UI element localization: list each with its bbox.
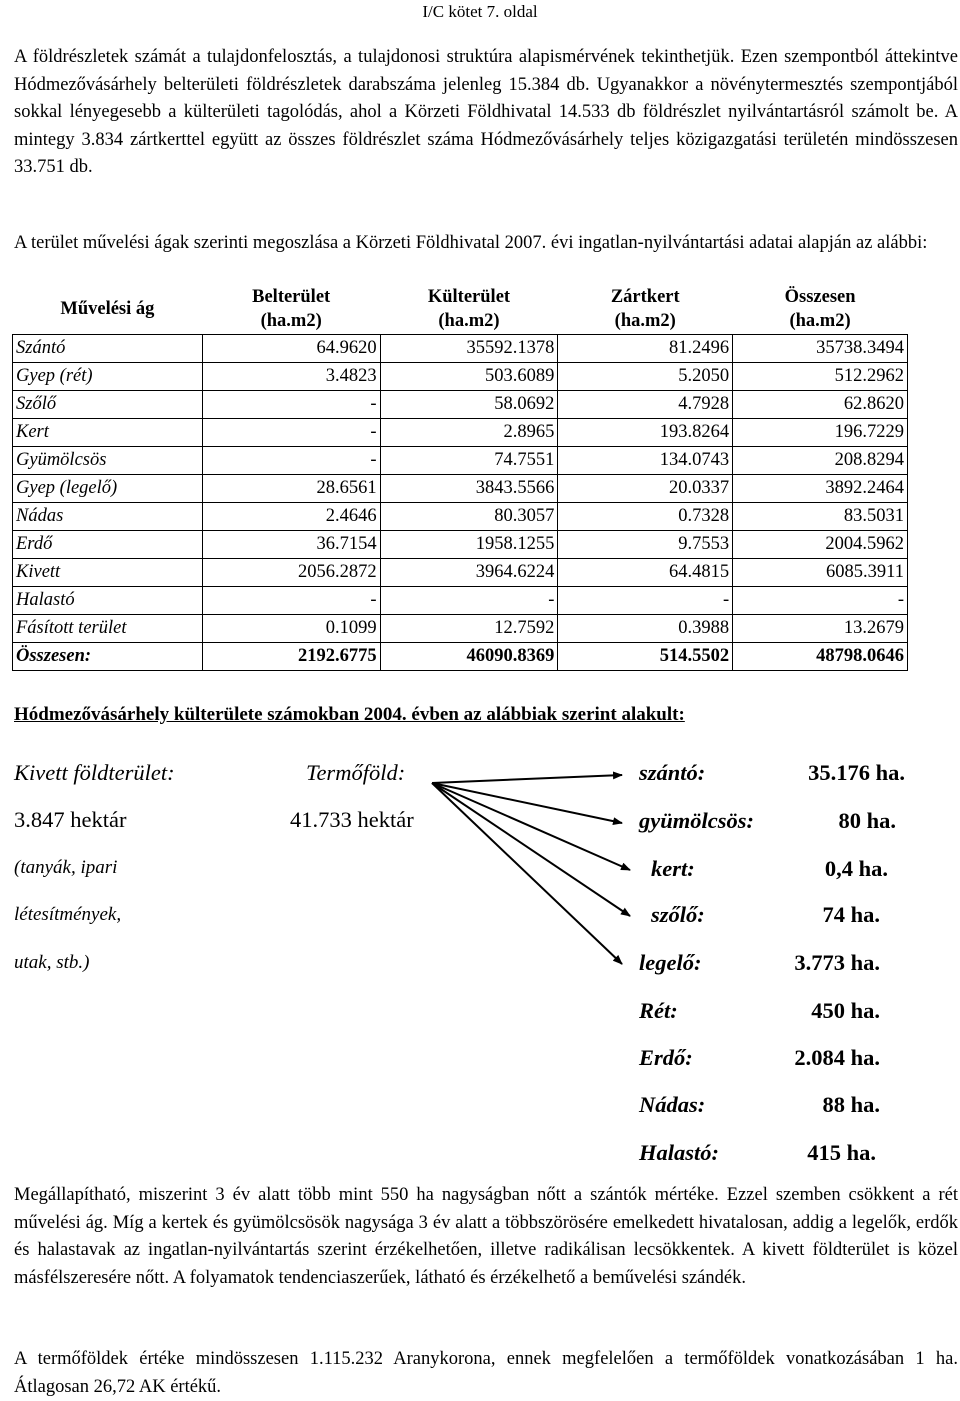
area-cell: 35738.3494 xyxy=(733,335,908,363)
area-cell: 35592.1378 xyxy=(380,335,558,363)
table-intro-paragraph: A terület művelési ágak szerinti megoszlása a Körzeti Földhivatal 2007. évi ingatlan-nyilvántartási adatai alapján az alábbi: xyxy=(14,233,928,253)
area-cell: 74.7551 xyxy=(380,447,558,475)
crop-value: 450 ha. xyxy=(811,998,880,1023)
area-cell: 3.4823 xyxy=(202,363,380,391)
header-cell: Művelési ág xyxy=(13,284,203,335)
area-cell: - xyxy=(202,419,380,447)
distribution-arrow xyxy=(432,775,622,783)
total-cell: 2192.6775 xyxy=(202,643,380,671)
crop-value: 80 ha. xyxy=(838,808,896,833)
total-cell: 514.5502 xyxy=(558,643,733,671)
section-subtitle: Hódmezővásárhely külterülete számokban 2004. évben az alábbiak szerint alakult: xyxy=(14,704,685,725)
area-cell: 3892.2464 xyxy=(733,475,908,503)
area-cell: - xyxy=(558,587,733,615)
crop-value: 0,4 ha. xyxy=(824,856,888,881)
crop-name: gyümölcsös: xyxy=(639,808,754,833)
value-paragraph: A termőföldek értéke mindösszesen 1.115.232 Aranykorona, ennek megfelelően a termőföldek vonatkozásában 1 ha. Átlagosan 26,72 AK értékű. xyxy=(14,1349,958,1397)
crop-value: 3.773 ha. xyxy=(794,950,880,975)
area-cell: 208.8294 xyxy=(733,447,908,475)
crop-value: 88 ha. xyxy=(822,1092,880,1117)
area-cell: 5.2050 xyxy=(558,363,733,391)
area-cell: 28.6561 xyxy=(202,475,380,503)
land-type-cell: Gyep (legelő) xyxy=(13,475,203,503)
area-cell: 80.3057 xyxy=(380,503,558,531)
crop-value: 2.084 ha. xyxy=(794,1045,880,1070)
area-cell: 3843.5566 xyxy=(380,475,558,503)
land-type-cell: Nádas xyxy=(13,503,203,531)
crop-name: Rét: xyxy=(639,998,678,1023)
area-cell: - xyxy=(202,587,380,615)
area-cell: 193.8264 xyxy=(558,419,733,447)
intro-paragraph: A földrészletek számát a tulajdonfelosztás, a tulajdonosi struktúra alapismérvének tekinthetjük. Ezen szempontból áttekintve Hódmezővásárhely belterületi földrészletek darabszáma jelenleg 15.384 db. Ugyanakkor a növénytermesztés szempontjából sokkal lényegesebb a külterületi tagolódás, ahol a Körzeti Földhivatal 14.533 db földrészlet nyilvántartásról számolt be. A mintegy 3.834 zártkerttel együtt az összes földrészlet száma Hódmezővásárhely teljes közigazgatási területén mindösszesen 33.751 db. xyxy=(14,47,958,177)
area-cell: 2.4646 xyxy=(202,503,380,531)
area-cell: 36.7154 xyxy=(202,531,380,559)
area-cell: 20.0337 xyxy=(558,475,733,503)
area-cell: 134.0743 xyxy=(558,447,733,475)
kivett-note-2: létesítmények, xyxy=(14,904,122,925)
crop-value: 35.176 ha. xyxy=(808,760,905,785)
area-cell: 2056.2872 xyxy=(202,559,380,587)
land-type-cell: Kivett xyxy=(13,559,203,587)
area-cell: 12.7592 xyxy=(380,615,558,643)
termofold-title: Termőföld: xyxy=(306,760,406,785)
area-cell: 4.7928 xyxy=(558,391,733,419)
land-type-cell: Halastó xyxy=(13,587,203,615)
crop-name: legelő: xyxy=(639,950,702,975)
area-cell: 9.7553 xyxy=(558,531,733,559)
area-cell: 196.7229 xyxy=(733,419,908,447)
area-cell: 2004.5962 xyxy=(733,531,908,559)
crop-name: Nádas: xyxy=(639,1092,706,1117)
area-cell: 503.6089 xyxy=(380,363,558,391)
conclusion-paragraph: Megállapítható, miszerint 3 év alatt több mint 550 ha nagyságban nőtt a szántók mértéke. Ezzel szemben csökkent a rét művelési ág. Míg a kertek és gyümölcsösök nagysága 3 év alatt a többszörösére emelkedett hivatalosan, addig a legelők, erdők és halastavak az ingatlan-nyilvántartás szerint érzékelhetően, illetve radikálisan lecsökkentek. A kivett földterület is közel másfélszeresére nőtt. A folyamatok tendenciaszerűek, látható és érzékelhető a beművelési szándék. xyxy=(14,1185,958,1288)
header-cell: Belterület (ha.m2) xyxy=(202,284,380,335)
total-cell: 48798.0646 xyxy=(733,643,908,671)
area-cell: 62.8620 xyxy=(733,391,908,419)
kivett-title: Kivett földterület: xyxy=(14,760,175,785)
area-cell: 0.3988 xyxy=(558,615,733,643)
area-cell: - xyxy=(202,447,380,475)
crop-name: szántó: xyxy=(639,760,706,785)
crop-name: szőlő: xyxy=(651,902,705,927)
kivett-note-1: (tanyák, ipari xyxy=(14,857,118,878)
area-cell: 13.2679 xyxy=(733,615,908,643)
area-cell: 58.0692 xyxy=(380,391,558,419)
crop-name: Erdő: xyxy=(639,1045,693,1070)
crop-name: Halastó: xyxy=(639,1140,720,1165)
crop-value: 415 ha. xyxy=(807,1140,876,1165)
page-header: I/C kötet 7. oldal xyxy=(422,2,538,21)
area-cell: 64.9620 xyxy=(202,335,380,363)
land-type-cell: Szőlő xyxy=(13,391,203,419)
kivett-value: 3.847 hektár xyxy=(14,807,127,832)
area-cell: 81.2496 xyxy=(558,335,733,363)
distribution-arrow xyxy=(432,783,630,870)
area-cell: - xyxy=(380,587,558,615)
land-type-cell: Gyümölcsös xyxy=(13,447,203,475)
area-cell: - xyxy=(733,587,908,615)
area-cell: - xyxy=(202,391,380,419)
crop-value: 74 ha. xyxy=(822,902,880,927)
area-cell: 64.4815 xyxy=(558,559,733,587)
kivett-note-3: utak, stb.) xyxy=(14,952,90,973)
termofold-value: 41.733 hektár xyxy=(290,807,414,832)
total-cell: 46090.8369 xyxy=(380,643,558,671)
area-cell: 512.2962 xyxy=(733,363,908,391)
land-type-cell: Fásított terület xyxy=(13,615,203,643)
total-label-cell: Összesen: xyxy=(13,643,203,671)
header-cell: Összesen (ha.m2) xyxy=(733,284,908,335)
area-cell: 2.8965 xyxy=(380,419,558,447)
crop-name: kert: xyxy=(651,856,695,881)
header-cell: Külterület (ha.m2) xyxy=(380,284,558,335)
land-type-cell: Szántó xyxy=(13,335,203,363)
area-cell: 0.1099 xyxy=(202,615,380,643)
area-cell: 3964.6224 xyxy=(380,559,558,587)
area-cell: 0.7328 xyxy=(558,503,733,531)
land-type-cell: Kert xyxy=(13,419,203,447)
area-cell: 6085.3911 xyxy=(733,559,908,587)
area-cell: 83.5031 xyxy=(733,503,908,531)
land-type-cell: Gyep (rét) xyxy=(13,363,203,391)
header-cell: Zártkert (ha.m2) xyxy=(558,284,733,335)
land-type-cell: Erdő xyxy=(13,531,203,559)
area-cell: 1958.1255 xyxy=(380,531,558,559)
distribution-arrow xyxy=(432,783,622,964)
